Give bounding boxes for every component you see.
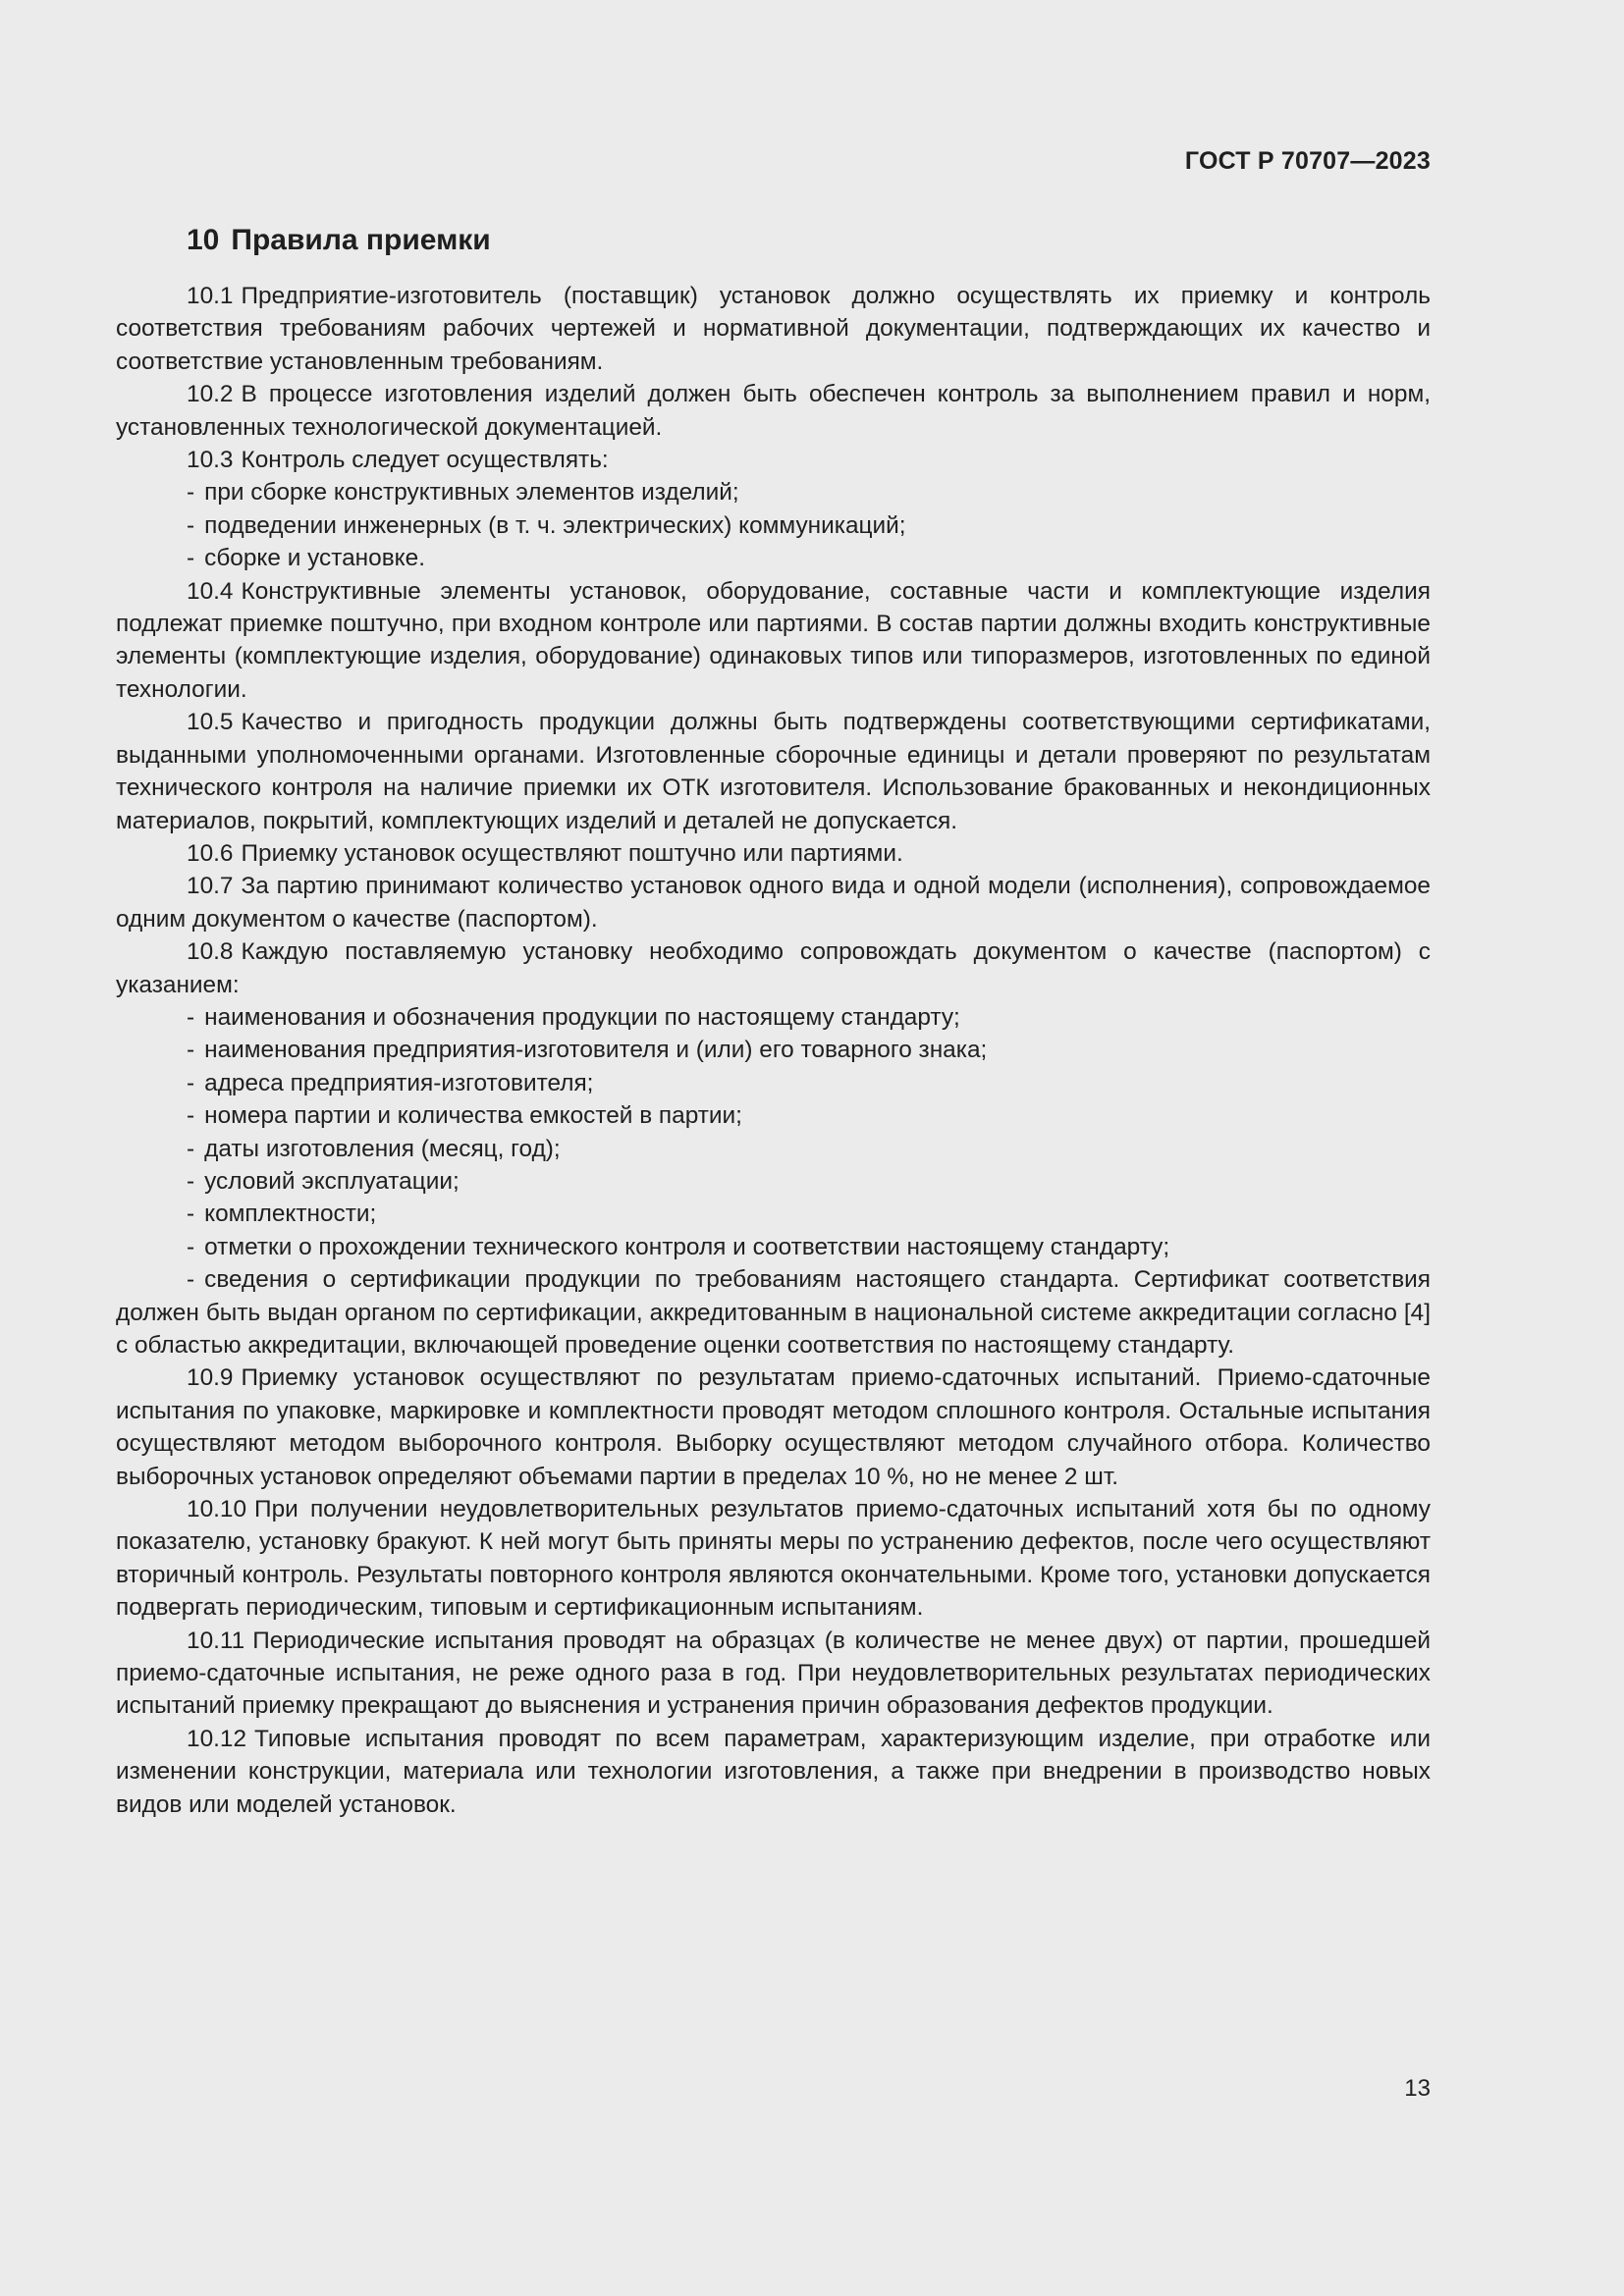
page-number: 13 [1404,2075,1431,2102]
list-item-text: наименования и обозначения продукции по настоящему стандарту; [204,1003,960,1031]
list-marker: - [187,1201,195,1228]
list-item-text: адреса предприятия-изготовителя; [204,1069,594,1096]
list-marker: - [187,479,195,507]
list-item-text: сведения о сертификации продукции по требованиям настоящего стандарта. Сертификат соответствия должен быть выдан органом по сертификации, аккредитованным в национальной системе аккредитации согласно [4] с областью аккредитации, включающей проведение оценки соответствия по настоящему стандарту. [116,1266,1431,1359]
clause-text: Приемку установок осуществляют по результатам приемо-сдаточных испытаний. Приемо-сдаточные испытания по упаковке, маркировке и комплектности проводят методом сплошного контроля. Остальные испытания осуществляют методом выборочного контроля. Выборку осуществляют методом случайного отбора. Количество выборочных установок определяют объемами партии в пределах 10 %, но не менее 2 шт. [116,1364,1431,1490]
clause-number: 10.6 [187,839,234,867]
paragraph-10-9 [116,1362,1431,1493]
list-item-text: комплектности; [204,1201,377,1228]
paragraph-10-5 [116,706,1431,837]
clause-text: Приемку установок осуществляют поштучно или партиями. [241,839,903,867]
clause-number: 10.1 [187,283,234,309]
list-item-text: наименования предприятия-изготовителя и (или) его товарного знака; [204,1037,988,1064]
paragraph-10-1 [116,280,1431,378]
list-marker: - [187,1167,195,1195]
paragraph-10-4 [116,575,1431,707]
clause-text: Периодические испытания проводят на образцах (в количестве не менее двух) от партии, прошедшей приемо-сдаточные испытания, не реже одного раза в год. При неудовлетворительных результатах периодических испытаний приемку прекращают до выяснения и устранения причин образования дефектов продукции. [116,1627,1431,1720]
list-marker: - [187,1069,195,1096]
list-item [116,1198,1431,1230]
list-item [116,1099,1431,1132]
clause-number: 10.7 [187,873,234,900]
list-item [116,1001,1431,1034]
clause-text: Контроль следует осуществлять: [241,447,609,474]
document-code: ГОСТ Р 70707—2023 [1184,147,1431,175]
paragraph-10-3 [116,444,1431,476]
paragraph-10-6 [116,837,1431,870]
list-item [116,1231,1431,1263]
list-item-text: номера партии и количества емкостей в партии; [204,1102,742,1130]
list-item-text: отметки о прохождении технического контроля и соответствии настоящему стандарту; [204,1233,1170,1260]
clause-text: Качество и пригодность продукции должны быть подтверждены соответствующими сертификатами, выданными уполномоченными органами. Изготовленные сборочные единицы и детали проверяют по результатам технического контроля на наличие приемки их ОТК изготовителя. Использование бракованных и некондиционных материалов, покрытий, комплектующих изделий и деталей не допускается. [116,709,1431,834]
list-marker: - [187,545,195,572]
clause-number: 10.10 [187,1496,247,1523]
paragraph-10-10 [116,1493,1431,1625]
list-item [116,476,1431,508]
list-item-text: сборке и установке. [204,545,425,572]
list-item [116,1133,1431,1165]
list-marker: - [187,1266,195,1294]
list-marker: - [187,1003,195,1031]
paragraph-10-11 [116,1625,1431,1723]
clause-number: 10.9 [187,1364,234,1392]
list-item-text: условий эксплуатации; [204,1167,460,1195]
paragraph-10-7 [116,870,1431,935]
clause-text: Типовые испытания проводят по всем параметрам, характеризующим изделие, при отработке или изменении конструкции, материала или технологии изготовления, а также при внедрении в производство новых видов или моделей установок. [116,1725,1431,1818]
clause-text: Каждую поставляемую установку необходимо сопровождать документом о качестве (паспортом) с указанием: [116,938,1431,998]
list-item-text: при сборке конструктивных элементов изделий; [204,479,739,507]
paragraph-10-8 [116,935,1431,1001]
section-title-text: Правила приемки [231,224,491,256]
list-marker: - [187,1233,195,1260]
clause-text: При получении неудовлетворительных результатов приемо-сдаточных испытаний хотя бы по одному показателю, установку бракуют. К ней могут быть приняты меры по устранению дефектов, после чего осуществляют вторичный контроль. Результаты повторного контроля являются окончательными. Кроме того, установки допускается подвергать периодическим, типовым и сертификационным испытаниям. [116,1496,1431,1622]
list-marker: - [187,1135,195,1162]
list-item [116,1067,1431,1099]
list-marker: - [187,1102,195,1130]
clause-number: 10.8 [187,938,234,966]
clause-number: 10.3 [187,447,234,474]
list-item [116,1165,1431,1198]
paragraph-10-2 [116,378,1431,444]
section-title [116,221,1431,260]
list-marker: - [187,1037,195,1064]
clause-number: 10.2 [187,381,234,408]
list-marker: - [187,511,195,539]
clause-text: За партию принимают количество установок одного вида и одной модели (исполнения), сопровождаемое одним документом о качестве (паспортом). [116,873,1431,933]
clause-text: В процессе изготовления изделий должен быть обеспечен контроль за выполнением правил и норм, установленных технологической документацией. [116,381,1431,441]
list-item [116,1263,1431,1362]
list-item [116,542,1431,574]
clause-number: 10.11 [187,1627,245,1654]
clause-number: 10.12 [187,1725,247,1752]
list-item [116,509,1431,542]
clause-number: 10.5 [187,709,234,736]
section-number: 10 [187,224,220,256]
clause-number: 10.4 [187,577,234,605]
list-item [116,1034,1431,1066]
clause-text: Предприятие-изготовитель (поставщик) установок должно осуществлять их приемку и контроль соответствия требованиям рабочих чертежей и нормативной документации, подтверждающих их качество и соответствие установленным требованиям. [116,283,1431,375]
paragraph-10-12 [116,1723,1431,1821]
page-content [116,221,1431,1821]
list-item-text: даты изготовления (месяц, год); [204,1135,561,1162]
list-item-text: подведении инженерных (в т. ч. электрических) коммуникаций; [204,511,906,539]
clause-text: Конструктивные элементы установок, оборудование, составные части и комплектующие изделия подлежат приемке поштучно, при входном контроле или партиями. В состав партии должны входить конструктивные элементы (комплектующие изделия, оборудование) одинаковых типов или типоразмеров, изготовленных по единой технологии. [116,577,1431,703]
